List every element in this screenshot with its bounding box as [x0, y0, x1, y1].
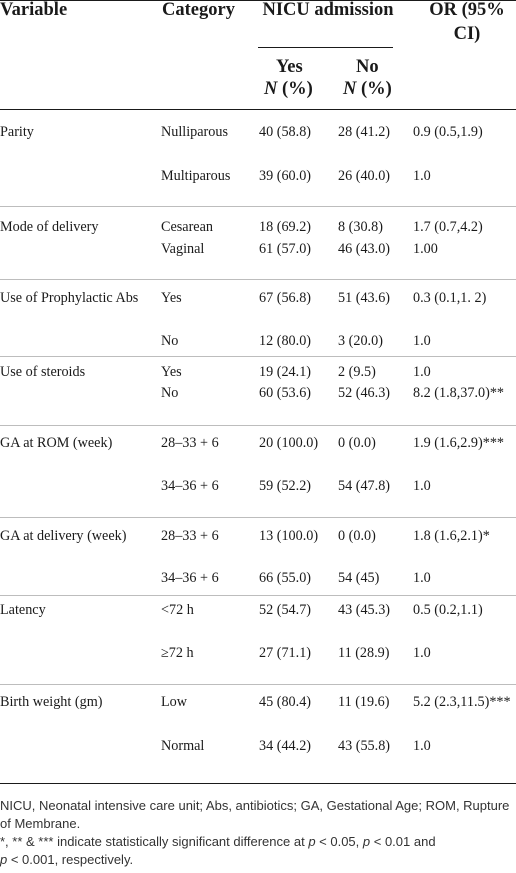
- p-symbol: p: [0, 852, 8, 867]
- cell-category: ≥72 h: [161, 645, 194, 661]
- header-bottom-rule: [0, 109, 516, 110]
- row-divider: [0, 206, 516, 207]
- cell-variable: Mode of delivery: [0, 219, 99, 235]
- cell-or: 1.0: [413, 645, 431, 661]
- cell-no: 52 (46.3): [338, 385, 391, 401]
- cell-no: 43 (45.3): [338, 602, 391, 618]
- cell-no: 26 (40.0): [338, 168, 391, 184]
- row-divider: [0, 684, 516, 685]
- cell-yes: 40 (58.8): [259, 124, 312, 140]
- cell-yes: 45 (80.4): [259, 694, 312, 710]
- cell-category: 34–36 + 6: [161, 570, 219, 586]
- cell-yes: 60 (53.6): [259, 385, 312, 401]
- header-no: No: [356, 57, 379, 77]
- header-nicu-admission: NICU admission: [262, 0, 394, 20]
- header-variable: Variable: [0, 0, 68, 20]
- cell-no: 2 (9.5): [338, 364, 376, 380]
- cell-yes: 61 (57.0): [259, 241, 312, 257]
- cell-category: Multiparous: [161, 168, 231, 184]
- p-symbol: p: [308, 834, 316, 849]
- cell-category: Yes: [161, 364, 182, 380]
- cell-variable: Birth weight (gm): [0, 694, 103, 710]
- cell-or: 1.0: [413, 478, 431, 494]
- cell-yes: 12 (80.0): [259, 333, 312, 349]
- cell-category: Nulliparous: [161, 124, 228, 140]
- cell-category: Low: [161, 694, 188, 710]
- cell-no: 3 (20.0): [338, 333, 383, 349]
- row-divider: [0, 595, 516, 596]
- cell-variable: Latency: [0, 602, 46, 618]
- cell-or: 1.9 (1.6,2.9)***: [413, 435, 505, 451]
- cell-category: <72 h: [161, 602, 194, 618]
- p-lt-001: < 0.01 and: [370, 834, 436, 849]
- cell-no: 0 (0.0): [338, 435, 376, 451]
- cell-or: 1.0: [413, 570, 431, 586]
- cell-or: 1.0: [413, 364, 431, 380]
- row-divider: [0, 517, 516, 518]
- p-lt-0001: < 0.001, respectively.: [7, 852, 134, 867]
- cell-no: 46 (43.0): [338, 241, 391, 257]
- p-symbol: p: [362, 834, 371, 849]
- cell-no: 8 (30.8): [338, 219, 383, 235]
- cell-category: Vaginal: [161, 241, 205, 257]
- row-divider: [0, 279, 516, 280]
- cell-yes: 27 (71.1): [259, 645, 312, 661]
- p-lt-005: < 0.05,: [315, 834, 363, 849]
- cell-yes: 59 (52.2): [259, 478, 312, 494]
- cell-no: 51 (43.6): [338, 290, 391, 306]
- cell-yes: 18 (69.2): [259, 219, 312, 235]
- footnote-sig-lead: *, ** & *** indicate statistically significant difference at: [0, 834, 309, 849]
- cell-yes: 20 (100.0): [259, 435, 319, 451]
- cell-no: 28 (41.2): [338, 124, 391, 140]
- cell-no: 43 (55.8): [338, 738, 391, 754]
- cell-no: 54 (45): [338, 570, 380, 586]
- cell-variable: GA at delivery (week): [0, 528, 127, 544]
- nicu-span-rule: [258, 47, 393, 48]
- cell-or: 5.2 (2.3,11.5)***: [413, 694, 511, 710]
- cell-category: Normal: [161, 738, 205, 754]
- cell-or: 0.9 (0.5,1.9): [413, 124, 483, 140]
- cell-no: 11 (28.9): [338, 645, 390, 661]
- cell-yes: 67 (56.8): [259, 290, 312, 306]
- cell-category: No: [161, 385, 179, 401]
- cell-or: 1.0: [413, 168, 431, 184]
- cell-or: 1.00: [413, 241, 438, 257]
- cell-or: 8.2 (1.8,37.0)**: [413, 385, 505, 401]
- cell-yes: 52 (54.7): [259, 602, 312, 618]
- cell-yes: 19 (24.1): [259, 364, 312, 380]
- cell-category: 28–33 + 6: [161, 528, 219, 544]
- cell-or: 1.8 (1.6,2.1)*: [413, 528, 490, 544]
- cell-variable: Parity: [0, 124, 34, 140]
- cell-yes: 34 (44.2): [259, 738, 312, 754]
- table-bottom-rule: [0, 783, 516, 784]
- footnote-significance: [0, 833, 510, 869]
- cell-no: 0 (0.0): [338, 528, 376, 544]
- cell-yes: 66 (55.0): [259, 570, 312, 586]
- cell-or: 1.0: [413, 333, 431, 349]
- cell-variable: Use of Prophylactic Abs: [0, 290, 139, 306]
- cell-variable: Use of steroids: [0, 364, 86, 380]
- cell-category: 28–33 + 6: [161, 435, 219, 451]
- cell-or: 0.3 (0.1,1. 2): [413, 290, 487, 306]
- header-yes: Yes: [276, 57, 303, 77]
- cell-category: No: [161, 333, 179, 349]
- cell-or: 1.7 (0.7,4.2): [413, 219, 483, 235]
- header-yes-n-pct: N (%): [264, 79, 313, 99]
- cell-category: 34–36 + 6: [161, 478, 219, 494]
- cell-category: Cesarean: [161, 219, 213, 235]
- cell-yes: 39 (60.0): [259, 168, 312, 184]
- cell-category: Yes: [161, 290, 182, 306]
- cell-variable: GA at ROM (week): [0, 435, 113, 451]
- cell-yes: 13 (100.0): [259, 528, 319, 544]
- cell-no: 11 (19.6): [338, 694, 390, 710]
- row-divider: [0, 425, 516, 426]
- header-category: Category: [162, 0, 235, 20]
- footnote-abbreviations: NICU, Neonatal intensive care unit; Abs, antibiotics; GA, Gestational Age; ROM, Rupture of Membrane.: [0, 798, 510, 831]
- row-divider: [0, 356, 516, 357]
- cell-or: 0.5 (0.2,1.1): [413, 602, 483, 618]
- header-no-n-pct: N (%): [343, 79, 392, 99]
- cell-no: 54 (47.8): [338, 478, 391, 494]
- header-or-ci: OR (95% CI): [429, 0, 505, 44]
- cell-or: 1.0: [413, 738, 431, 754]
